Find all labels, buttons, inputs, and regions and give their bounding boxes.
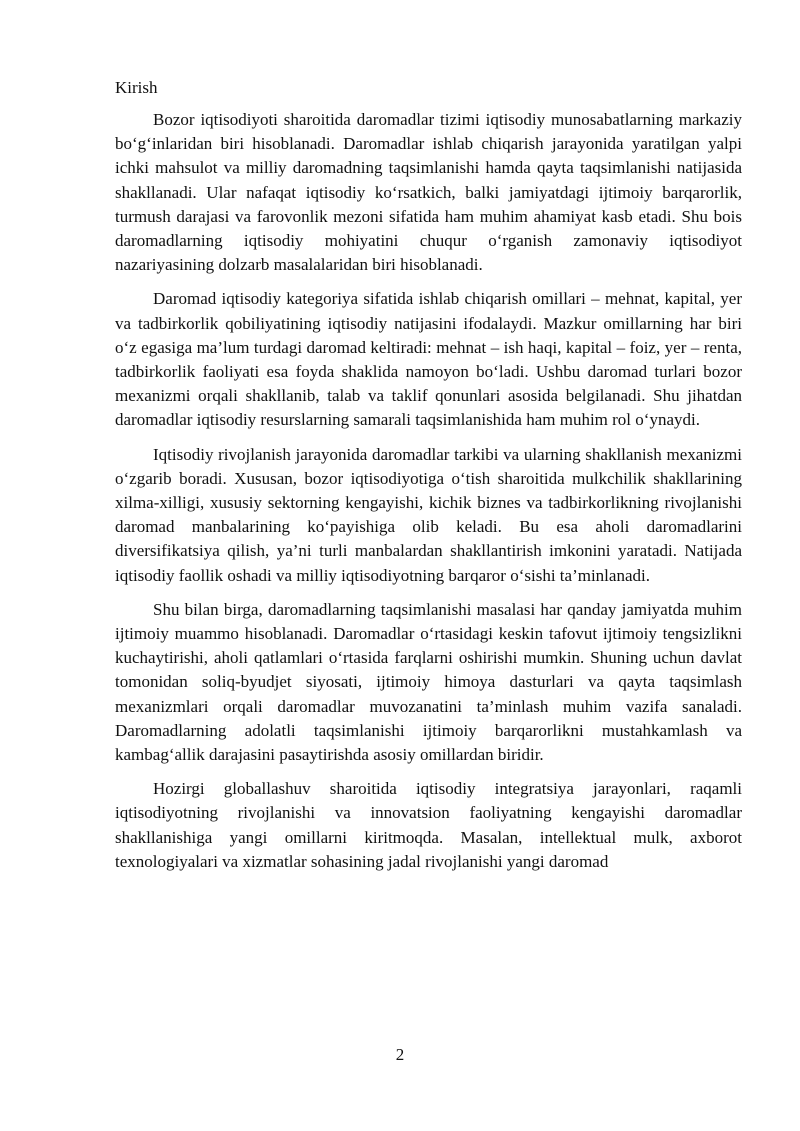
paragraph-2: Daromad iqtisodiy kategoriya sifatida ishlab chiqarish omillari – mehnat, kapital, yer va tadbirkorlik qobiliyatining iqtisodiy natijasini ifodalaydi. Mazkur omillarning har biri o‘z egasiga ma’lum turdagi daromad keltiradi: mehnat – ish haqi, kapital – foiz, yer – renta, tadbirkorlik faoliyati esa foyda shaklida namoyon bo‘ladi. Ushbu daromad turlari bozor mexanizmi orqali shakllanib, talab va taklif qonunlari asosida belgilanadi. Shu jihatdan daromadlar iqtisodiy resurslarning samarali taqsimlanishida ham muhim rol o‘ynaydi. xyxy=(115,289,742,430)
document-page xyxy=(115,76,742,884)
paragraph-1: Bozor iqtisodiyoti sharoitida daromadlar tizimi iqtisodiy munosabatlarning markaziy bo‘g‘inlaridan biri hisoblanadi. Daromadlar ishlab chiqarish jarayonida yaratilgan yalpi ichki mahsulot va milliy daromadning taqsimlanishi hamda qayta taqsimlanishi natijasida shakllanadi. Ular nafaqat iqtisodiy ko‘rsatkich, balki jamiyatdagi ijtimoiy barqarorlik, turmush darajasi va farovonlik mezoni sifatida ham muhim ahamiyat kasb etadi. Shu bois daromadlarning iqtisodiy mohiyatini chuqur o‘rganish zamonaviy iqtisodiyot nazariyasining dolzarb masalalaridan biri hisoblanadi. xyxy=(115,110,742,275)
section-heading: Kirish xyxy=(115,78,158,97)
page-number: 2 xyxy=(395,1045,405,1064)
paragraph-3: Iqtisodiy rivojlanish jarayonida daromadlar tarkibi va ularning shakllanish mexanizmi o‘zgarib boradi. Xususan, bozor iqtisodiyotiga o‘tish sharoitida mulkchilik shakllarining xilma-xilligi, xususiy sektorning kengayishi, kichik biznes va tadbirkorlikning rivojlanishi daromad manbalarining ko‘payishiga olib keladi. Bu esa aholi daromadlarini diversifikatsiya qilish, ya’ni turli manbalardan shakllantirish imkonini yaratadi. Natijada iqtisodiy faollik oshadi va milliy iqtisodiyotning barqaror o‘sishi ta’minlanadi. xyxy=(115,444,742,585)
paragraph-4: Shu bilan birga, daromadlarning taqsimlanishi masalasi har qanday jamiyatda muhim ijtimoiy muammo hisoblanadi. Daromadlar o‘rtasidagi keskin tafovut ijtimoiy tengsizlikni kuchaytirishi, aholi qatlamlari o‘rtasida farqlarni oshirishi mumkin. Shuning uchun davlat tomonidan soliq-byudjet siyosati, ijtimoiy himoya dasturlari va qayta taqsimlash mexanizmlari orqali daromadlar muvozanatini ta’minlash muhim vazifa sanaladi. Daromadlarning adolatli taqsimlanishi ijtimoiy barqarorlikni mustahkamlash va kambag‘allik darajasini pasaytirishda asosiy omillardan biridir. xyxy=(115,599,742,765)
paragraph-5: Hozirgi globallashuv sharoitida iqtisodiy integratsiya jarayonlari, raqamli iqtisodiyotning rivojlanishi va innovatsion faoliyatning kengayishi daromadlar shakllanishiga yangi omillarni kiritmoqda. Masalan, intellektual mulk, axborot texnologiyalari va xizmatlar sohasining jadal rivojlanishi yangi daromad xyxy=(115,779,742,871)
